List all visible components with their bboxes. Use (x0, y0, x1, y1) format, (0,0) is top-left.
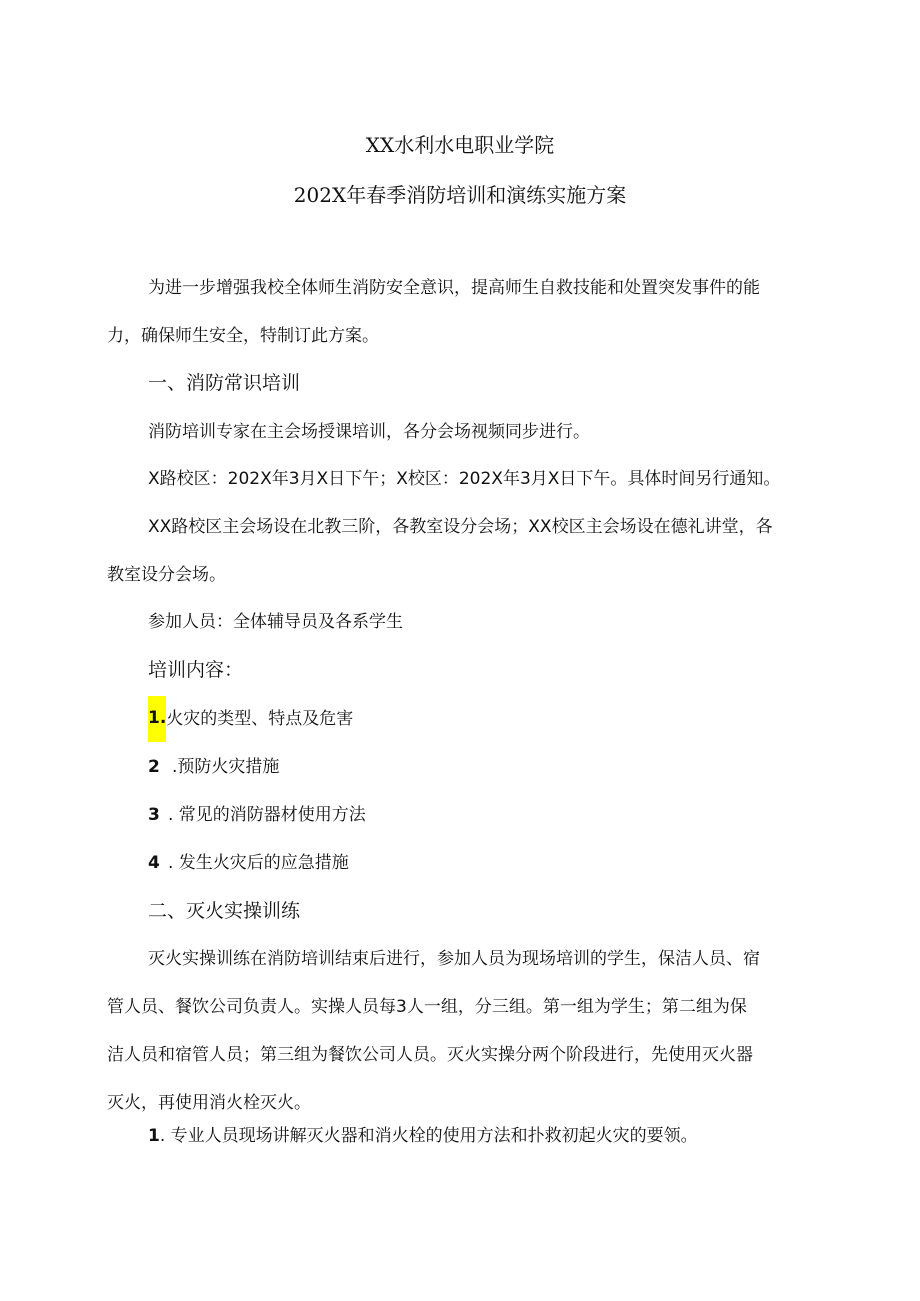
section1-paragraph-1: 消防培训专家在主会场授课培训，各分会场视频同步进行。 (148, 422, 590, 442)
training-content-heading: 培训内容： (148, 659, 244, 681)
participants-line: 参加人员：全体辅导员及各系学生 (148, 612, 403, 632)
step-number: 1 (148, 1126, 160, 1146)
list-item-number: 2 (148, 757, 160, 777)
step-text: . 专业人员现场讲解灭火器和消火栓的使用方法和扑救初起火灾的要领。 (159, 1126, 698, 1146)
document-title-line2: 202X年春季消防培训和演练实施方案 (293, 183, 627, 207)
list-item-text: . 发生火灾后的应急措施 (168, 853, 349, 873)
section2-paragraph-line-1: 灭火实操训练在消防培训结束后进行，参加人员为现场培训的学生，保洁人员、宿 (148, 949, 760, 969)
list-item (148, 851, 349, 875)
list-item-number: 3 (148, 805, 160, 825)
section1-heading: 一、消防常识培训 (148, 372, 301, 394)
list-item-text: . 常见的消防器材使用方法 (168, 805, 366, 825)
section2-heading: 二、灭火实操训练 (148, 900, 301, 922)
list-item-text: 火灾的类型、特点及危害 (166, 709, 354, 729)
list-item (148, 755, 279, 779)
document-title-line1: XX水利水电职业学院 (365, 133, 555, 157)
section2-paragraph-line-3: 洁人员和宿管人员；第三组为餐饮公司人员。灭火实操分两个阶段进行，先使用灭火器 (107, 1045, 753, 1065)
intro-line-1: 为进一步增强我校全体师生消防安全意识，提高师生自救技能和处置突发事件的能 (148, 278, 760, 298)
section2-paragraph-line-4: 灭火，再使用消火栓灭火。 (107, 1093, 311, 1113)
list-item-number: 4 (148, 853, 160, 873)
list-item-number-highlighted: 1. (148, 696, 166, 742)
intro-line-2: 力，确保师生安全，特制订此方案。 (107, 326, 379, 346)
section2-paragraph-line-2: 管人员、餐饮公司负责人。实操人员每3人一组，分三组。第一组为学生；第二组为保 (107, 997, 747, 1017)
section2-step-1 (148, 1124, 698, 1148)
section1-paragraph-2: X路校区：202X年3月X日下午；X校区：202X年3月X日下午。具体时间另行通知。 (148, 469, 781, 489)
section1-paragraph-3-line-2: 教室设分会场。 (107, 565, 226, 585)
list-item-text: .预防火灾措施 (172, 757, 280, 777)
list-item (148, 803, 366, 827)
section1-paragraph-3-line-1: XX路校区主会场设在北教三阶，各教室设分会场；XX校区主会场设在德礼讲堂，各 (148, 517, 773, 537)
list-item (148, 696, 353, 742)
